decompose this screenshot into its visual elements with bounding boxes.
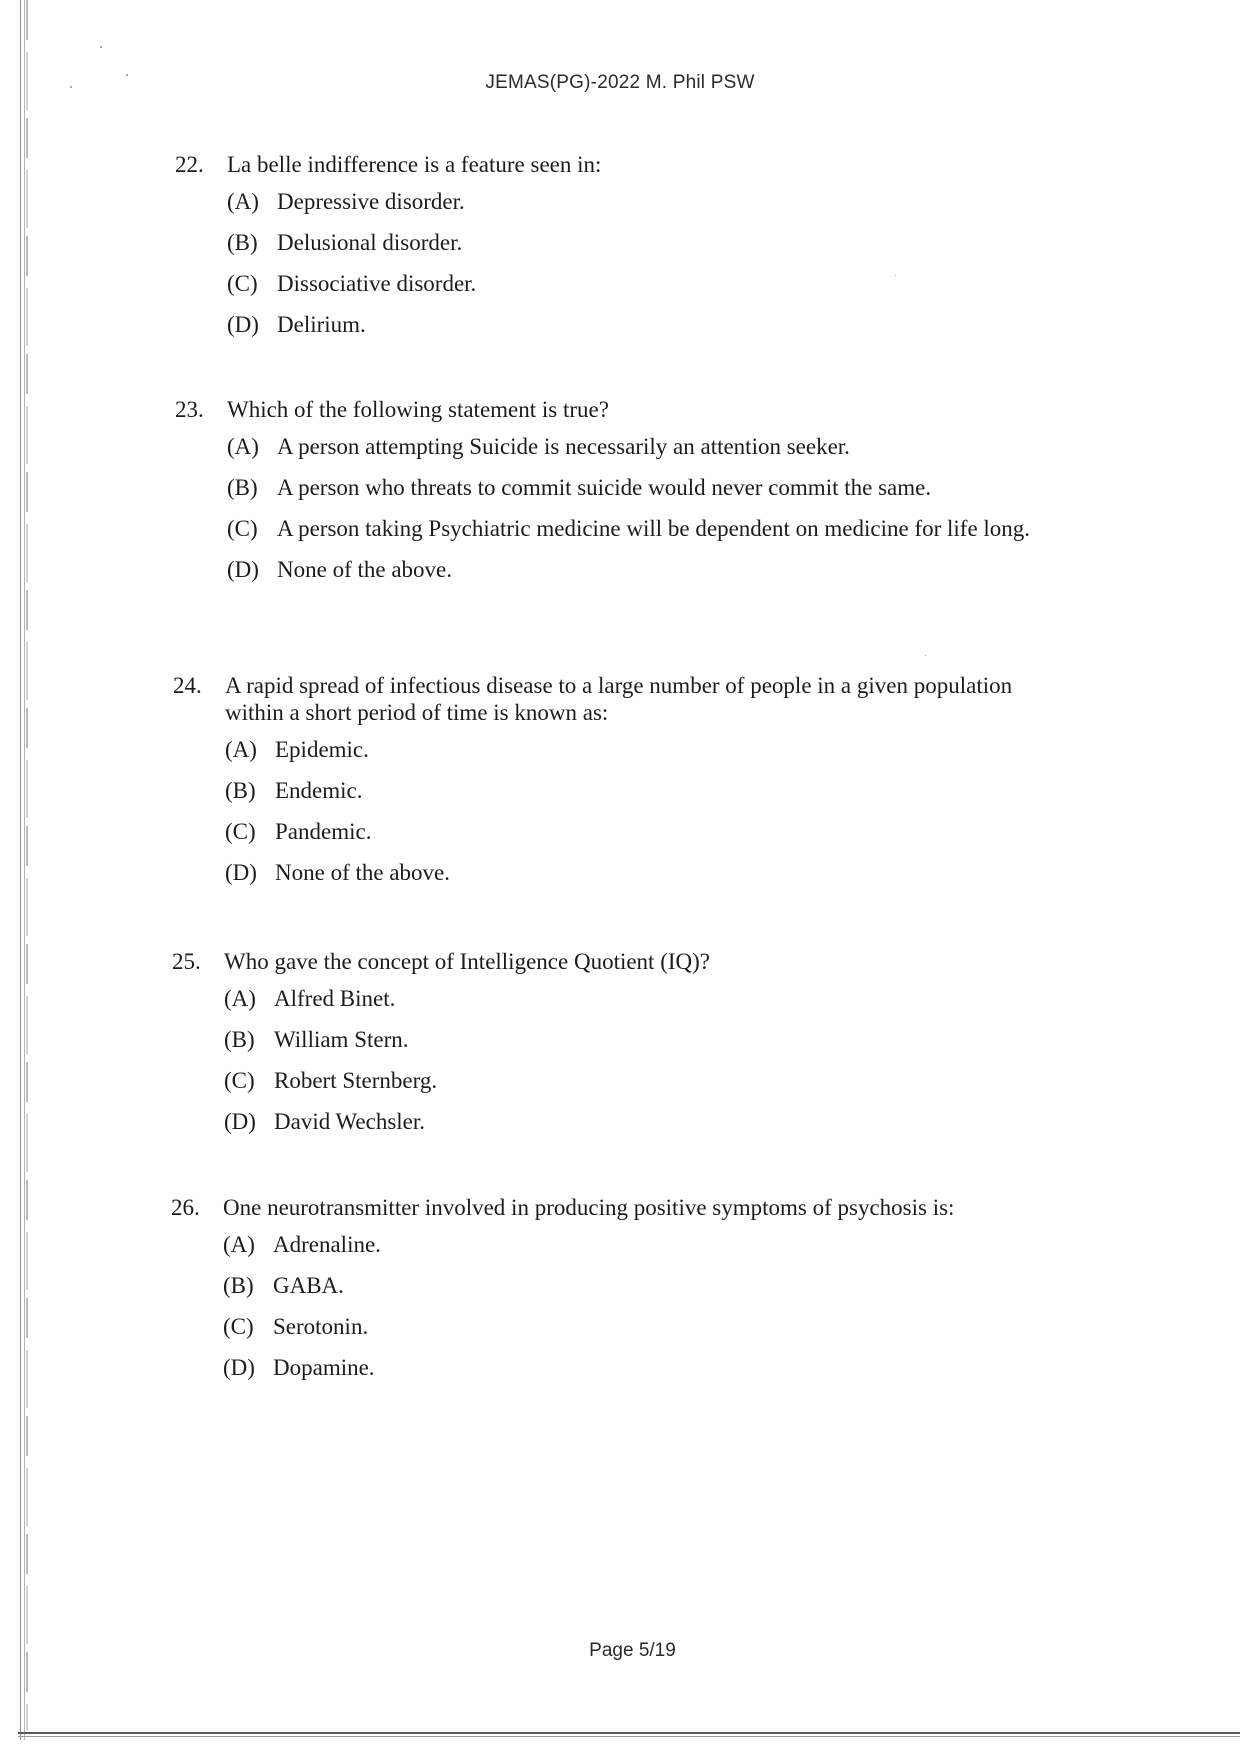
option-label: (C) <box>223 1314 254 1339</box>
option-d <box>223 1354 1131 1381</box>
option-text: Pandemic. <box>275 819 372 844</box>
option-text: Endemic. <box>275 778 363 803</box>
question-stem <box>171 1194 1131 1221</box>
option-text: None of the above. <box>277 557 452 582</box>
option-text: A person taking Psychiatric medicine will be dependent on medicine for life long. <box>277 516 1031 541</box>
page-number: Page 5/19 <box>589 1640 676 1661</box>
option-text: Alfred Binet. <box>274 986 396 1011</box>
option-label: (B) <box>227 475 258 500</box>
option-text: GABA. <box>273 1273 344 1298</box>
option-label: (B) <box>227 230 258 255</box>
option-list <box>224 985 1092 1135</box>
question-22 <box>175 151 1095 352</box>
question-number: 23. <box>175 397 204 422</box>
option-label: (B) <box>223 1273 254 1298</box>
option-c <box>227 270 1095 297</box>
scan-speck <box>100 46 102 48</box>
option-text: Depressive disorder. <box>277 189 465 214</box>
question-stem <box>175 151 1095 178</box>
option-list <box>225 736 1053 886</box>
page-header: JEMAS(PG)-2022 M. Phil PSW <box>485 72 755 93</box>
option-a <box>224 985 1092 1012</box>
option-text: David Wechsler. <box>274 1109 426 1134</box>
option-label: (C) <box>227 516 258 541</box>
option-text: A person attempting Suicide is necessarily an attention seeker. <box>277 434 850 459</box>
option-label: (B) <box>225 778 256 803</box>
option-b <box>224 1026 1092 1053</box>
option-text: Dissociative disorder. <box>277 271 477 296</box>
option-text: Robert Sternberg. <box>274 1068 438 1093</box>
question-text: Who gave the concept of Intelligence Quotient (IQ)? <box>224 949 710 974</box>
scan-bottom-line-faint <box>18 1736 1240 1737</box>
option-label: (A) <box>227 434 259 459</box>
question-number: 24. <box>173 673 202 698</box>
option-label: (D) <box>223 1355 255 1380</box>
option-text: None of the above. <box>275 860 450 885</box>
question-number: 22. <box>175 152 204 177</box>
option-label: (B) <box>224 1027 255 1052</box>
option-text: Serotonin. <box>273 1314 369 1339</box>
question-stem <box>173 672 1053 726</box>
option-b <box>227 229 1095 256</box>
scan-bottom-line <box>18 1732 1240 1734</box>
option-d <box>227 556 1095 583</box>
option-c <box>223 1313 1131 1340</box>
option-d <box>224 1108 1092 1135</box>
option-text: Delusional disorder. <box>277 230 463 255</box>
option-label: (A) <box>223 1232 255 1257</box>
option-label: (A) <box>224 986 256 1011</box>
option-label: (C) <box>224 1068 255 1093</box>
option-d <box>227 311 1095 338</box>
question-text: A rapid spread of infectious disease to a large number of people in a given population within a short period of time is known as: <box>225 673 1013 725</box>
option-b <box>227 474 1095 501</box>
option-text: A person who threats to commit suicide would never commit the same. <box>277 475 932 500</box>
option-a <box>227 433 1095 460</box>
question-25 <box>172 948 1092 1149</box>
option-list <box>223 1231 1131 1381</box>
option-text: William Stern. <box>274 1027 409 1052</box>
option-text: Dopamine. <box>273 1355 375 1380</box>
question-number: 25. <box>172 949 201 974</box>
option-a <box>223 1231 1131 1258</box>
option-label: (D) <box>227 312 259 337</box>
question-26 <box>171 1194 1131 1395</box>
option-text: Delirium. <box>277 312 366 337</box>
option-text: Adrenaline. <box>273 1232 381 1257</box>
option-label: (C) <box>227 271 258 296</box>
question-stem <box>172 948 1092 975</box>
option-text: Epidemic. <box>275 737 369 762</box>
option-list <box>227 188 1095 338</box>
option-list <box>227 433 1095 583</box>
option-c <box>224 1067 1092 1094</box>
option-label: (A) <box>227 189 259 214</box>
scan-speck <box>925 655 926 656</box>
option-label: (D) <box>225 860 257 885</box>
question-24 <box>173 672 1053 900</box>
option-c <box>227 515 1095 542</box>
question-number: 26. <box>171 1195 200 1220</box>
question-text: La belle indifference is a feature seen in: <box>227 152 602 177</box>
option-b <box>223 1272 1131 1299</box>
question-stem <box>175 396 1095 423</box>
option-b <box>225 777 1053 804</box>
question-23 <box>175 396 1095 597</box>
option-label: (A) <box>225 737 257 762</box>
option-label: (D) <box>227 557 259 582</box>
question-text: Which of the following statement is true? <box>227 397 609 422</box>
option-d <box>225 859 1053 886</box>
option-a <box>225 736 1053 763</box>
option-label: (D) <box>224 1109 256 1134</box>
option-a <box>227 188 1095 215</box>
scan-edge-artifact-inner <box>26 0 28 1730</box>
question-text: One neurotransmitter involved in producing positive symptoms of psychosis is: <box>223 1195 955 1220</box>
option-c <box>225 818 1053 845</box>
option-label: (C) <box>225 819 256 844</box>
